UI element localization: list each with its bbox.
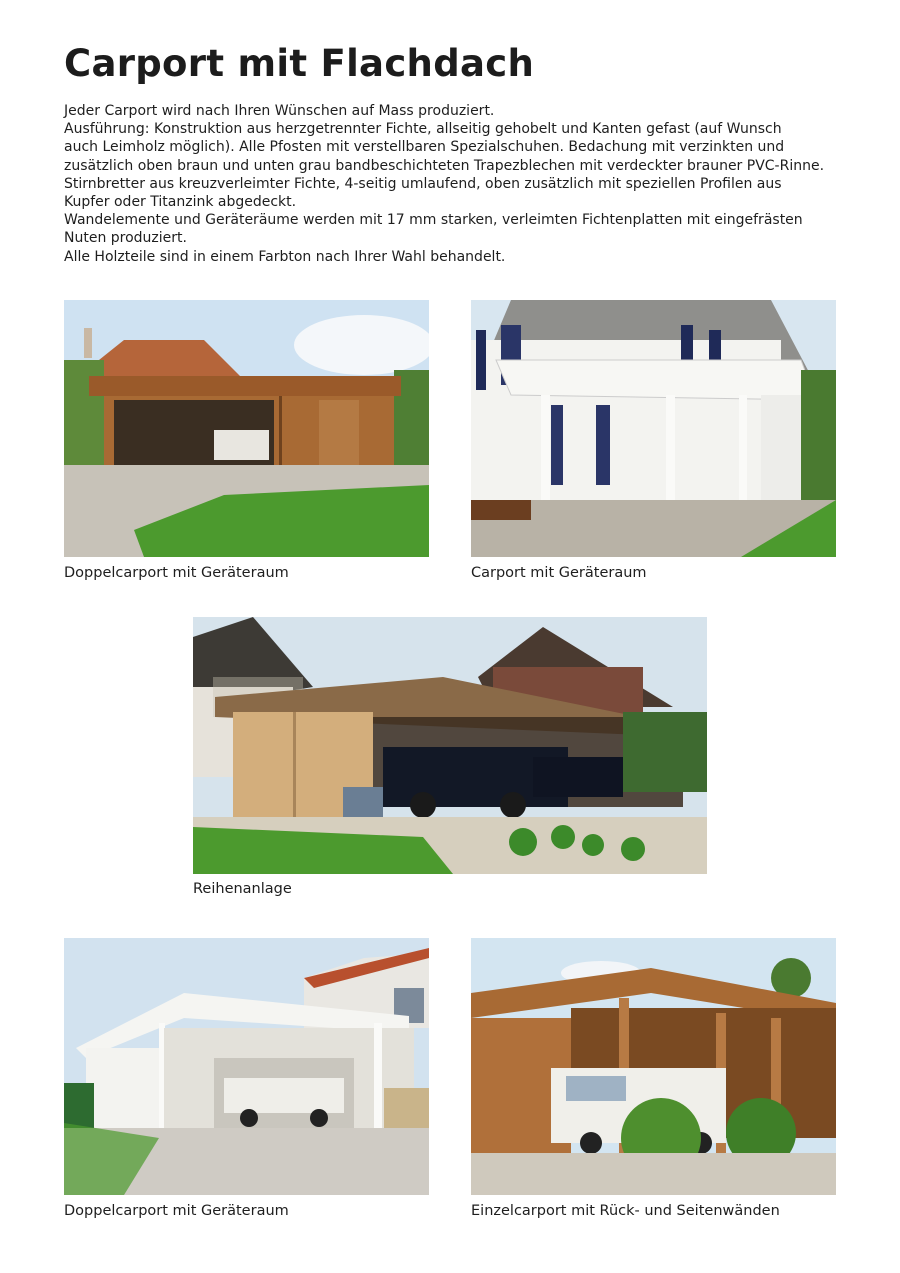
intro-text bbox=[64, 102, 844, 266]
photo-carport-white-house bbox=[471, 300, 836, 557]
page-title: Carport mit Flachdach bbox=[64, 42, 535, 85]
intro-line: Wandelemente und Geräteräume werden mit 17 mm starken, verleimten Fichtenplatten mit eingefrästen bbox=[64, 212, 803, 229]
photo-doppelcarport-wood bbox=[64, 300, 429, 557]
photo-caption: Reihenanlage bbox=[193, 881, 292, 897]
intro-line: auch Leimholz möglich). Alle Pfosten mit verstellbaren Spezialschuhen. Bedachung mit verzinkten und bbox=[64, 139, 785, 156]
photo-doppelcarport-white bbox=[64, 938, 429, 1195]
intro-line: Kupfer oder Titanzink abgedeckt. bbox=[64, 194, 297, 211]
intro-line: Stirnbretter aus kreuzverleimter Fichte, 4-seitig umlaufend, oben zusätzlich mit speziellen Profilen aus bbox=[64, 175, 782, 192]
photo-einzelcarport-wood bbox=[471, 938, 836, 1195]
photo-reihenanlage bbox=[193, 617, 707, 874]
photo-caption: Einzelcarport mit Rück- und Seitenwänden bbox=[471, 1203, 780, 1219]
photo-caption: Doppelcarport mit Geräteraum bbox=[64, 565, 289, 581]
photo-caption: Carport mit Geräteraum bbox=[471, 565, 647, 581]
intro-line: Alle Holzteile sind in einem Farbton nach Ihrer Wahl behandelt. bbox=[64, 248, 506, 265]
intro-line: Jeder Carport wird nach Ihren Wünschen auf Mass produziert. bbox=[64, 103, 495, 119]
intro-line: zusätzlich oben braun und unten grau bandbeschichteten Trapezblechen mit verdeckter brauner PVC-Rinne. bbox=[64, 157, 825, 174]
intro-line: Ausführung: Konstruktion aus herzgetrennter Fichte, allseitig gehobelt und Kanten gefast (auf Wunsch bbox=[64, 121, 782, 138]
intro-line: Nuten produziert. bbox=[64, 230, 187, 247]
photo-caption: Doppelcarport mit Geräteraum bbox=[64, 1203, 289, 1219]
